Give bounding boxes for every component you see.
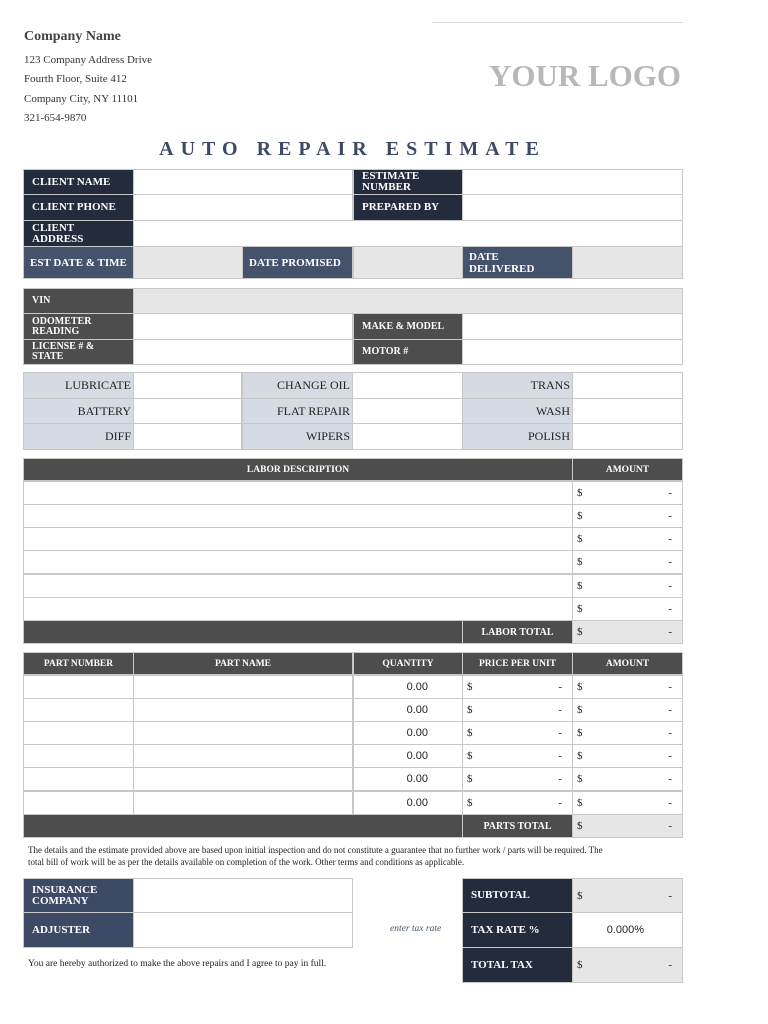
license-field[interactable]	[133, 339, 353, 365]
amount-value: -	[668, 750, 672, 762]
labor-description-field[interactable]	[23, 504, 573, 528]
labor-amount-field[interactable]	[572, 550, 683, 574]
currency-symbol: $	[577, 510, 583, 522]
part-amount-field[interactable]	[572, 675, 683, 699]
vin-label: VIN	[23, 288, 134, 314]
amount-value: -	[668, 580, 672, 592]
part-number-header: PART NUMBER	[23, 652, 134, 675]
odometer-field[interactable]	[133, 313, 353, 340]
service-battery: BATTERY	[23, 398, 134, 424]
total-tax-label: TOTAL TAX	[462, 947, 573, 983]
amount-value: -	[668, 889, 672, 902]
company-phone: 321-654-9870	[24, 112, 87, 124]
insurance-company-field[interactable]	[133, 878, 353, 913]
currency-symbol: $	[577, 533, 583, 545]
client-phone-label: CLIENT PHONE	[23, 194, 134, 221]
part-name-field[interactable]	[133, 675, 353, 699]
part-number-field[interactable]	[23, 698, 134, 722]
labor-description-field[interactable]	[23, 550, 573, 574]
part-number-field[interactable]	[23, 721, 134, 745]
page-title: AUTO REPAIR ESTIMATE	[159, 138, 546, 160]
service-change-oil-field[interactable]	[352, 372, 463, 399]
currency-symbol: $	[467, 773, 473, 785]
insurance-company-label: INSURANCE COMPANY	[23, 878, 134, 913]
labor-total-label: LABOR TOTAL	[462, 620, 573, 644]
company-name: Company Name	[24, 29, 121, 44]
amount-value: -	[668, 704, 672, 716]
part-amount-field[interactable]	[572, 698, 683, 722]
license-label: LICENSE # & STATE	[23, 339, 134, 365]
currency-symbol: $	[467, 797, 473, 809]
price-per-unit-field[interactable]	[462, 675, 573, 699]
total-tax-amount	[572, 947, 683, 983]
labor-description-field[interactable]	[23, 574, 573, 598]
currency-symbol: $	[577, 556, 583, 568]
client-name-label: CLIENT NAME	[23, 169, 134, 195]
parts-total-label: PARTS TOTAL	[462, 814, 573, 838]
labor-amount-field[interactable]	[572, 597, 683, 621]
service-diff: DIFF	[23, 423, 134, 450]
part-name-field[interactable]	[133, 721, 353, 745]
price-per-unit-field[interactable]	[462, 791, 573, 815]
amount-value: -	[558, 727, 562, 739]
part-amount-field[interactable]	[572, 721, 683, 745]
amount-value: -	[558, 750, 562, 762]
currency-symbol: $	[467, 727, 473, 739]
tax-rate-field[interactable]: 0.000%	[572, 912, 683, 948]
currency-symbol: $	[577, 681, 583, 693]
date-promised-label: DATE PROMISED	[242, 246, 353, 279]
service-trans: TRANS	[462, 372, 573, 399]
part-name-field[interactable]	[133, 791, 353, 815]
currency-symbol: $	[577, 750, 583, 762]
quantity-field[interactable]: 0.00	[353, 675, 463, 699]
part-amount-field[interactable]	[572, 767, 683, 791]
currency-symbol: $	[577, 603, 583, 615]
quantity-header: QUANTITY	[353, 652, 463, 675]
currency-symbol: $	[467, 704, 473, 716]
service-flat-repair: FLAT REPAIR	[242, 398, 353, 424]
tax-rate-hint: enter tax rate	[390, 924, 442, 934]
subtotal-label: SUBTOTAL	[462, 878, 573, 913]
service-lubricate-field[interactable]	[133, 372, 242, 399]
date-promised-field[interactable]	[353, 246, 463, 279]
labor-description-header: LABOR DESCRIPTION	[23, 458, 573, 481]
quantity-field[interactable]: 0.00	[353, 767, 463, 791]
quantity-field[interactable]: 0.00	[353, 721, 463, 745]
amount-value: -	[558, 681, 562, 693]
amount-value: -	[668, 727, 672, 739]
currency-symbol: $	[577, 797, 583, 809]
currency-symbol: $	[577, 487, 583, 499]
company-address-line1: 123 Company Address Drive	[24, 54, 153, 66]
company-address-line2: Fourth Floor, Suite 412	[24, 73, 127, 85]
amount-value: -	[668, 510, 672, 522]
date-delivered-label: DATE DELIVERED	[462, 246, 573, 279]
authorization-text: You are hereby authorized to make the above repairs and I agree to pay in full.	[28, 959, 327, 969]
labor-amount-field[interactable]	[572, 527, 683, 551]
prepared-by-label: PREPARED BY	[353, 194, 463, 221]
vin-field[interactable]	[133, 288, 683, 314]
amount-value: -	[668, 603, 672, 615]
client-name-field[interactable]	[133, 169, 353, 195]
currency-symbol: $	[467, 750, 473, 762]
amount-value: -	[668, 797, 672, 809]
service-trans-field[interactable]	[572, 372, 683, 399]
amount-value: -	[668, 626, 672, 638]
currency-symbol: $	[577, 889, 583, 902]
part-number-field[interactable]	[23, 767, 134, 791]
quantity-field[interactable]: 0.00	[353, 744, 463, 768]
logo-divider	[432, 22, 683, 23]
labor-amount-header: AMOUNT	[572, 458, 683, 481]
currency-symbol: $	[577, 580, 583, 592]
price-per-unit-field[interactable]	[462, 721, 573, 745]
service-wash-field[interactable]	[572, 398, 683, 424]
motor-field[interactable]	[462, 339, 683, 365]
disclaimer-line1: The details and the estimate provided above are based upon initial inspection and do not constitute a guarantee that no further work / parts will be required. The	[28, 845, 603, 855]
currency-symbol: $	[577, 959, 583, 971]
disclaimer-line2: total bill of work will be as per the details available on completion of the work. Other terms and conditions as applicable.	[28, 857, 465, 867]
price-per-unit-header: PRICE PER UNIT	[462, 652, 573, 675]
currency-symbol: $	[577, 820, 583, 832]
service-battery-field[interactable]	[133, 398, 242, 424]
service-wash: WASH	[462, 398, 573, 424]
service-diff-field[interactable]	[133, 423, 242, 450]
amount-value: -	[668, 556, 672, 568]
labor-amount-field[interactable]	[572, 504, 683, 528]
part-name-header: PART NAME	[133, 652, 353, 675]
service-polish: POLISH	[462, 423, 573, 450]
quantity-field[interactable]: 0.00	[353, 698, 463, 722]
part-amount-field[interactable]	[572, 744, 683, 768]
part-amount-header: AMOUNT	[572, 652, 683, 675]
amount-value: -	[668, 533, 672, 545]
amount-value: -	[558, 704, 562, 716]
motor-label: MOTOR #	[353, 339, 463, 365]
currency-symbol: $	[577, 727, 583, 739]
parts-total-filler	[23, 814, 463, 838]
currency-symbol: $	[577, 773, 583, 785]
currency-symbol: $	[467, 681, 473, 693]
part-number-field[interactable]	[23, 791, 134, 815]
company-address-line3: Company City, NY 11101	[24, 93, 139, 105]
labor-description-field[interactable]	[23, 527, 573, 551]
service-lubricate: LUBRICATE	[23, 372, 134, 399]
client-address-field[interactable]	[133, 220, 683, 247]
currency-symbol: $	[577, 704, 583, 716]
make-model-label: MAKE & MODEL	[353, 313, 463, 340]
amount-value: -	[668, 487, 672, 499]
amount-value: -	[668, 820, 672, 832]
part-number-field[interactable]	[23, 675, 134, 699]
labor-total-amount	[572, 620, 683, 644]
service-flat-repair-field[interactable]	[352, 398, 463, 424]
quantity-field[interactable]: 0.00	[353, 791, 463, 815]
estimate-number-label: ESTIMATE NUMBER	[353, 169, 463, 195]
tax-rate-label: TAX RATE %	[462, 912, 573, 948]
logo-placeholder[interactable]: YOUR LOGO	[488, 58, 681, 93]
odometer-label: ODOMETER READING	[23, 313, 134, 340]
amount-value: -	[668, 959, 672, 971]
part-name-field[interactable]	[133, 767, 353, 791]
part-name-field[interactable]	[133, 698, 353, 722]
price-per-unit-field[interactable]	[462, 744, 573, 768]
currency-symbol: $	[577, 626, 583, 638]
date-delivered-field[interactable]	[572, 246, 683, 279]
price-per-unit-field[interactable]	[462, 767, 573, 791]
service-wipers-field[interactable]	[352, 423, 463, 450]
amount-value: -	[558, 797, 562, 809]
labor-description-field[interactable]	[23, 597, 573, 621]
labor-amount-field[interactable]	[572, 481, 683, 505]
service-wipers: WIPERS	[242, 423, 353, 450]
part-amount-field[interactable]	[572, 791, 683, 815]
amount-value: -	[668, 773, 672, 785]
adjuster-field[interactable]	[133, 912, 353, 948]
prepared-by-field[interactable]	[462, 194, 683, 221]
parts-total-amount	[572, 814, 683, 838]
labor-total-filler	[23, 620, 463, 644]
part-number-field[interactable]	[23, 744, 134, 768]
subtotal-amount	[572, 878, 683, 913]
client-phone-field[interactable]	[133, 194, 353, 221]
amount-value: -	[558, 773, 562, 785]
est-date-field[interactable]	[133, 246, 243, 279]
price-per-unit-field[interactable]	[462, 698, 573, 722]
labor-amount-field[interactable]	[572, 574, 683, 598]
est-date-label: EST DATE & TIME	[23, 246, 134, 279]
estimate-number-field[interactable]	[462, 169, 683, 195]
service-polish-field[interactable]	[572, 423, 683, 450]
amount-value: -	[668, 681, 672, 693]
labor-description-field[interactable]	[23, 481, 573, 505]
make-model-field[interactable]	[462, 313, 683, 340]
client-address-label: CLIENT ADDRESS	[23, 220, 134, 247]
part-name-field[interactable]	[133, 744, 353, 768]
adjuster-label: ADJUSTER	[23, 912, 134, 948]
service-change-oil: CHANGE OIL	[242, 372, 353, 399]
